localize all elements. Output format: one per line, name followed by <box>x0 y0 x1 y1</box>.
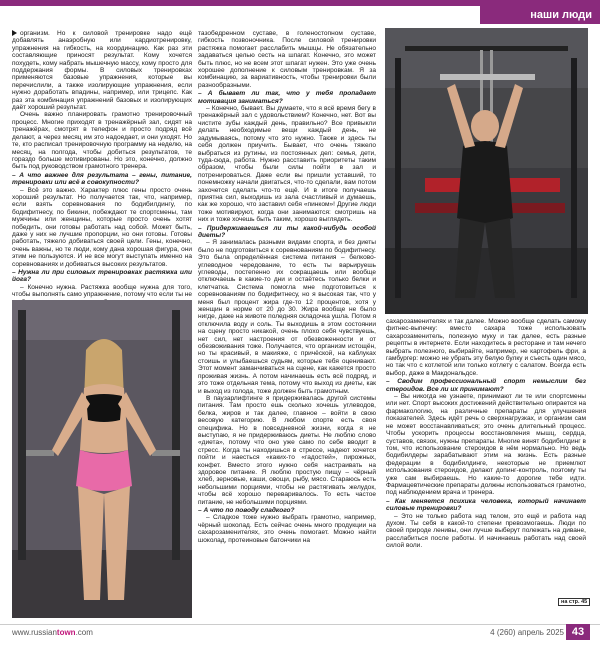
paragraph: – Всё это важно. Характер плюс гены просто очень хороший результат. Но получается так, что, например, если взять соревнования по бодибилдингу, по бодифитнесу, по бикини, побеждают те спортсмены, там мужчины или женщины, которые просто очень хотят победить, они готовы работать над собой. Может быть, даже у них не лучшие пропорции, но они готовы. Готовы работать, тяжело добиваться своей цели. Гены, конечно, очень важны, но те люди, кому дана хорошая фигура, они этим не пользуются. И не все могут выступать именно на соревнованиях и добиваться высоких результатов. <box>12 186 192 268</box>
text-column-1 <box>12 30 192 300</box>
interview-question: – Нужна ли при силовых тренировках растяжка или йога? <box>12 269 192 284</box>
text-column-2 <box>198 30 376 620</box>
page-number: 43 <box>566 624 590 640</box>
footer-divider <box>0 624 600 625</box>
interview-question: – А бывает ли так, что у тебя пропадает мотивация заниматься? <box>198 90 376 105</box>
paragraph: – Вы никогда не узнаете, принимают ли те или спортсмены или нет. Спорт высоких достижений действительно опирается на фармакологию, на различные препараты для улучшения показателей. Здесь идёт речь о сверхнагрузках, и организм сам не может восстанавливаться; это очень длительный процесс. Чтобы ускорить процессы восстановления мышц, сердца, суставов, связок, нужны препараты. Многие винят бодибилдинг в том, что использование стероидов в нём нормально. Но ведь бодибилдеры зарабатывают этим на жизнь. Есть разные федерации в бодибилдинге, некоторые не приемлют использования стероидов, делают допинг-контроль, поэтому ты уже сам выбираешь. Но какие-то дорогие тебе идти. Фармацевтические препараты должны использоваться грамотно, под наблюдением врача и тренера. <box>386 393 586 497</box>
paragraph: – Я занималась разными видами спорта, и без диеты было не подготовиться к соревнованиям по бодифитнесу. Это была определённая система питания – белково-углеводное чередование, то есть ты варьируешь углеводы, постепенно их сокращаешь или вообще отключаешь в какие-то дни и остаётесь только белки и клетчатка. Система помогла мне подготовиться к соревнованиям по бодифитнесу, но я высокая так, что у меня был процент жира где-то 12 процентов, хотя у женщин в норме от 20 до 30. Жира вообще не было нигде, даже на животе поледняя складочка ушла. Потом я отключила воду и соль. Ты выходишь в этом состоянии на сцену просто никакой, очень плохо себя чувствуешь, нет сил, нет настроения от обезвоженности и от обезвоживания тоже. Получается, что организм истощён, но ты красивый, в макияже, с причёской, на каблуках стоишь и улыбаешься судьям, которые тебя оценивают. Этот момент заманчиваться на сцене, как кажется просто проживая жизнь. А потом начинаешь есть всё подряд, и это тоже отдельная тема, потому что выход из диеты, как и выход из голода, тоже должен быть грамотным. <box>198 239 376 395</box>
section-title: наши люди <box>530 9 592 21</box>
paragraph: Очень важно планировать грамотно тренировочный процесс. Многие приходят в тренажёрный зал, сидят на тренажёрах, смотрят в телефон и просто подряд всё делают, а через месяц им это надоедает, и они уходят. Но те, кто расписал тренировочную программу на неделю, на месяц, на полгода, чтобы добиться результатов, те гораздо больше мотивированы. Но это, конечно, должно быть под руководством грамотного тренера. <box>12 111 192 171</box>
paragraph: – Конечно нужна. Растяжка вообще нужна для того, чтобы выполнять само упражнение, потому что если ты не <box>12 283 192 299</box>
continued-label: на стр. 45 <box>558 598 590 606</box>
paragraph: тазобедренном суставе, в голеностопном суставе, гибкость позвоночника. После силовой тренировки растяжка помогает расслабить мышцы. Не обязательно задаваться целью сесть на шпагат. Конечно, это может быть плюс, но не всем этот шпагат нужен. Это уже очень хорошее дополнение к силовым тренировкам. Я за комбинацию, за вариативность, чтобы тренировки были разнообразными. <box>198 30 376 89</box>
paragraph: В паузарлифтинге я придерживалась другой системы питания. Там просто ешь сколько хочешь углеводов, белка, жиров и так далее, главное – войти в свою весовую категорию. В любом спорте есть своя специфика. Но в повседневной жизни, когда я не выступаю, я не придерживаюсь диеты. Не люблю слово «диета», потому что оно уже само по себе вводит в стресс. Когда ты находишься в стрессе, надеют хочется пойти и наесться «каких-то «гадостей», пирожных, конфет. Вместо этого нужно себя настраивать на здоровое питание. Я люблю простую пищу – чёрный хлеб, зерновые, каши, овощи, рыбу, мясо. Стараюсь есть небольшими порциями, чтобы не растягивать желудок, чтобы всё хорошо переваривалось. То есть частое питание, не небольшими порциями. <box>198 394 376 506</box>
footer-site[interactable]: www.russiantown.com <box>12 628 93 637</box>
section-tab <box>480 6 600 24</box>
paragraph: сахарозаменителях и так далее. Можно вообще сделать самому фитнес-выпечку: вместо сахара тоже использовать сахарозаменитель, полезную муку и так далее, есть разные рецепты в интернете. Если находитесь в ресторане и там нечего выбрать полезного, выбирайте, например, не картофель фри, а гамбургер: можно не убрать эту белую булку и съесть один мясо, но так что с котлетой или только котлету с салатом. Всегда есть выбор, даже в Макдональдсе. <box>386 318 586 377</box>
athlete-photo <box>12 300 192 618</box>
text-column-3 <box>386 318 586 618</box>
interview-question: – Как меняется психика человека, который начинает силовые тренировки? <box>386 497 586 513</box>
interview-question: – А что важнее для результата – гены, питание, тренировки или всё в совокупности? <box>12 171 192 187</box>
interview-question: – А что по поводу сладкого? <box>198 507 295 514</box>
article-marker-icon <box>12 30 17 36</box>
paragraph: организм. Но к силовой тренировке надо ещё добавлять анаэробную или кардиотренировку, упражнения на гибкость, на координацию. Как раз эти составляющие приносят результат. Кому хочется похудеть, кому набрать мышечную массу, кому просто для поддержания формы. В силовых тренировках применяются базовые упражнения, которые вы перечислили, а также изолирующие упражнения, если нужно доработать впадины, например, или трицепс. Как раз эта комбинация упражнений базовых и изолирующих даёт хороший результат. <box>12 30 192 112</box>
paragraph: – Конечно, бывает. Вы думаете, что я всё время бегу в тренажёрный зал с удовольствием? Конечно, нет. Вот вы чистите зубы каждый день, правильно? Все привыкли делать необходимые вещи каждый день, не задумываясь, потому что это нужно. Также и здесь ты себя должен приучить. Бывает, что очень тяжело выбраться из рутины, из постоянных дел: семья, дети, туда-сюда, работа. Нужно расставить приоритеты таким образом, чтобы были силы пойти в зал и потренироваться. Даже если вы пришли уставший, то понемножку начали двигаться, что-то сделали, вам потом захочется сделать что-то ещё. И в итоге получаешь приятна сил, выходишь из зала счастливый и думаешь, как же хорошо, что заставил себя «пинком»! Другие люди тоже мотивируют, когда они занимаются: смотришь на них и тоже хочешь быть таким, хорошо выглядеть. <box>198 105 376 224</box>
paragraph: – Это не только работа над телом, это ещё и работа над духом. Ты себя в какой-то степени превозмогаешь. Люди по своей природе ленивы, они лучше выберут полежать на диване, расслабиться после работы. И начинаешь работать над своей силой воли. <box>386 512 586 550</box>
gym-photo <box>385 28 588 314</box>
footer-issue: 4 (260) апрель 2025 <box>490 628 564 637</box>
paragraph: – Сладкое тоже нужно выбрать грамотно, например, чёрный шоколад. Есть сейчас очень много продукции на сахарозаменителях, это очень помогает. Можно найти шоколад, протеиновые батончики на <box>198 514 376 544</box>
interview-question: – Придерживаешься ли ты какой-нибудь особой диеты? <box>198 224 376 239</box>
interview-question: – Сводим профессиональный спорт немыслим без стероидов. Все ли их принимают? <box>386 378 586 393</box>
